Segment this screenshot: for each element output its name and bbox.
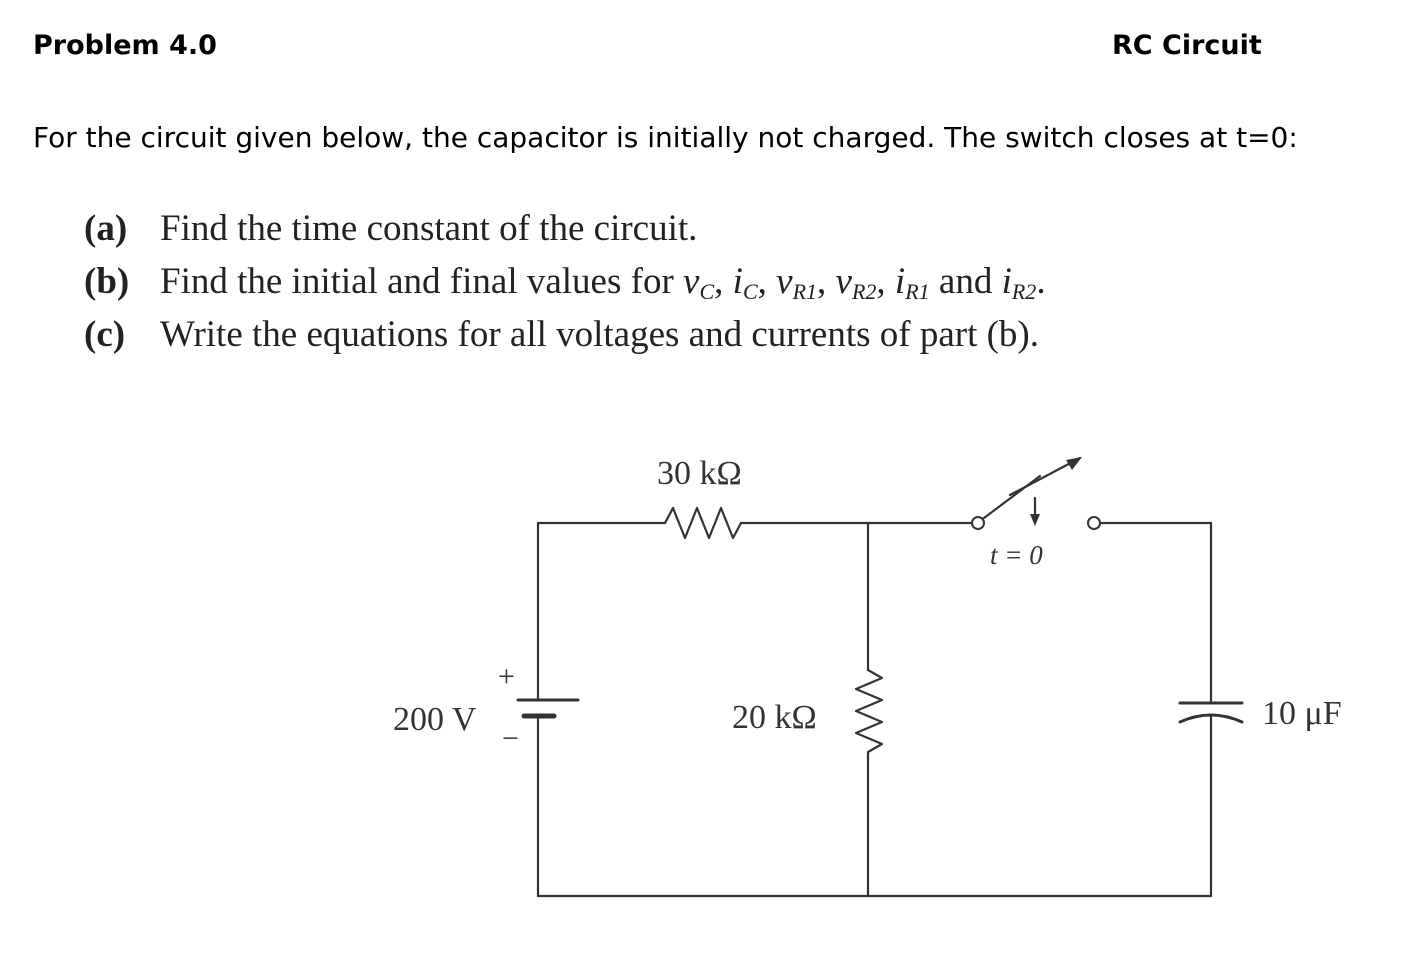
r2-label: 20 kΩ	[732, 699, 817, 736]
switch-arrowhead	[1066, 457, 1082, 470]
sub-r2: R2	[851, 279, 877, 304]
var-vr1: v	[776, 261, 793, 302]
question-c-label: (c)	[84, 314, 126, 355]
source-label: 200 V	[393, 701, 477, 738]
var-vc: v	[683, 261, 700, 302]
source-plus-sign: +	[498, 660, 515, 693]
switch-time-label: t = 0	[990, 540, 1043, 570]
wire-bottom	[538, 717, 1211, 896]
sub-r2: R2	[1011, 279, 1037, 304]
wire-top-left	[538, 523, 665, 700]
resistor-r1-symbol	[665, 508, 746, 538]
period: .	[1036, 261, 1046, 302]
sub-c: C	[742, 279, 758, 304]
r1-label: 30 kΩ	[657, 455, 742, 492]
switch-terminal-left	[972, 517, 984, 529]
var-ir1: i	[894, 261, 906, 302]
switch-down-arrowhead	[1030, 514, 1040, 526]
sub-c: C	[699, 279, 715, 304]
var-vr2: v	[835, 261, 852, 302]
switch-terminal-right	[1088, 517, 1100, 529]
comma: ,	[757, 261, 777, 302]
question-a-label: (a)	[84, 208, 128, 249]
comma: ,	[876, 261, 895, 302]
problem-statement: For the circuit given below, the capacitor is initially not charged. The switch closes at t=0:	[33, 121, 1298, 154]
wire-top-right	[1098, 523, 1211, 703]
question-c-text: Write the equations for all voltages and currents of part (b).	[160, 314, 1040, 355]
and-word: and	[929, 261, 1002, 302]
sub-r1: R1	[792, 279, 818, 304]
capacitor-label: 10 μF	[1262, 695, 1342, 732]
source-minus-sign: −	[502, 722, 519, 755]
problem-topic: RC Circuit	[1112, 30, 1262, 61]
comma: ,	[714, 261, 733, 302]
problem-number: Problem 4.0	[33, 30, 217, 61]
question-b-label: (b)	[84, 261, 130, 302]
var-ir2: i	[1001, 261, 1012, 302]
question-a-text: Find the time constant of the circuit.	[160, 208, 698, 249]
var-ic: i	[732, 261, 743, 302]
comma: ,	[817, 261, 836, 302]
sub-r1: R1	[905, 279, 930, 304]
question-b-lead: Find the initial and final values for	[160, 261, 684, 302]
resistor-r2-symbol	[856, 670, 882, 760]
